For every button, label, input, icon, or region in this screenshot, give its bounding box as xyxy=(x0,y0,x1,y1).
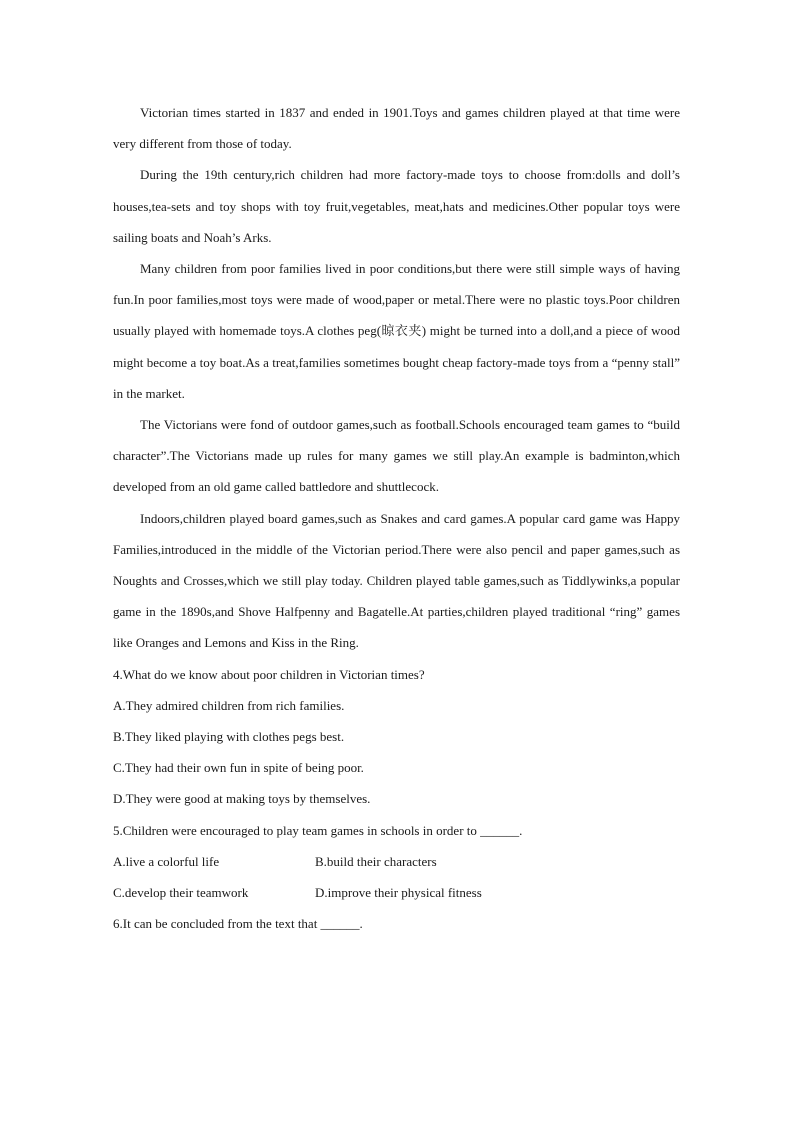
question-4 xyxy=(113,659,680,815)
question-5 xyxy=(113,815,680,909)
question-5-options-row-1 xyxy=(113,846,680,877)
passage-paragraph-3: Many children from poor families lived in poor conditions,but there were still simple ways of having fun.In poor families,most toys were made of wood,paper or metal.There were no plastic toys.Poor children usually played with homemade toys.A clothes peg(晾衣夹) might be turned into a doll,and a piece of wood might become a toy boat.As a treat,families sometimes bought cheap factory-made toys from a “penny stall” in the market. xyxy=(113,261,680,401)
passage-paragraph-5: Indoors,children played board games,such as Snakes and card games.A popular card game was Happy Families,introduced in the middle of the Victorian period.There were also pencil and paper games,such as Noughts and Crosses,which we still play today. Children played table games,such as Tiddlywinks,a popular game in the 1890s,and Shove Halfpenny and Bagatelle.At parties,children played traditional “ring” games like Oranges and Lemons and Kiss in the Ring. xyxy=(113,510,680,651)
question-5-options-row-2 xyxy=(113,877,680,908)
passage-paragraph-4: The Victorians were fond of outdoor games,such as football.Schools encouraged team games to “build character”.The Victorians made up rules for many games we still play.An example is badminton,which developed from an old game called battledore and shuttlecock. xyxy=(113,417,680,495)
question-4-stem: 4.What do we know about poor children in Victorian times? xyxy=(113,666,425,682)
question-4-option-a: A.They admired children from rich families. xyxy=(113,697,345,713)
question-6 xyxy=(113,908,680,939)
passage-paragraph-1: Victorian times started in 1837 and ended in 1901.Toys and games children played at that time were very different from those of today. xyxy=(113,105,680,152)
question-4-option-b: B.They liked playing with clothes pegs best. xyxy=(113,729,345,745)
question-4-option-d: D.They were good at making toys by themselves. xyxy=(113,791,371,807)
question-5-option-a: A.live a colorful life xyxy=(113,853,220,869)
question-6-stem: 6.It can be concluded from the text that ______. xyxy=(113,916,363,932)
question-4-option-c: C.They had their own fun in spite of being poor. xyxy=(113,760,364,776)
question-5-stem: 5.Children were encouraged to play team games in schools in order to ______. xyxy=(113,822,523,838)
document-page xyxy=(113,97,680,939)
question-5-option-c: C.develop their teamwork xyxy=(113,885,249,901)
question-5-option-d: D.improve their physical fitness xyxy=(315,885,482,901)
passage-paragraph-2: During the 19th century,rich children had more factory-made toys to choose from:dolls and doll’s houses,tea-sets and toy shops with toy fruit,vegetables, meat,hats and medicines.Other popular toys were sailing boats and Noah’s Arks. xyxy=(113,167,680,245)
question-5-option-b: B.build their characters xyxy=(315,853,437,869)
